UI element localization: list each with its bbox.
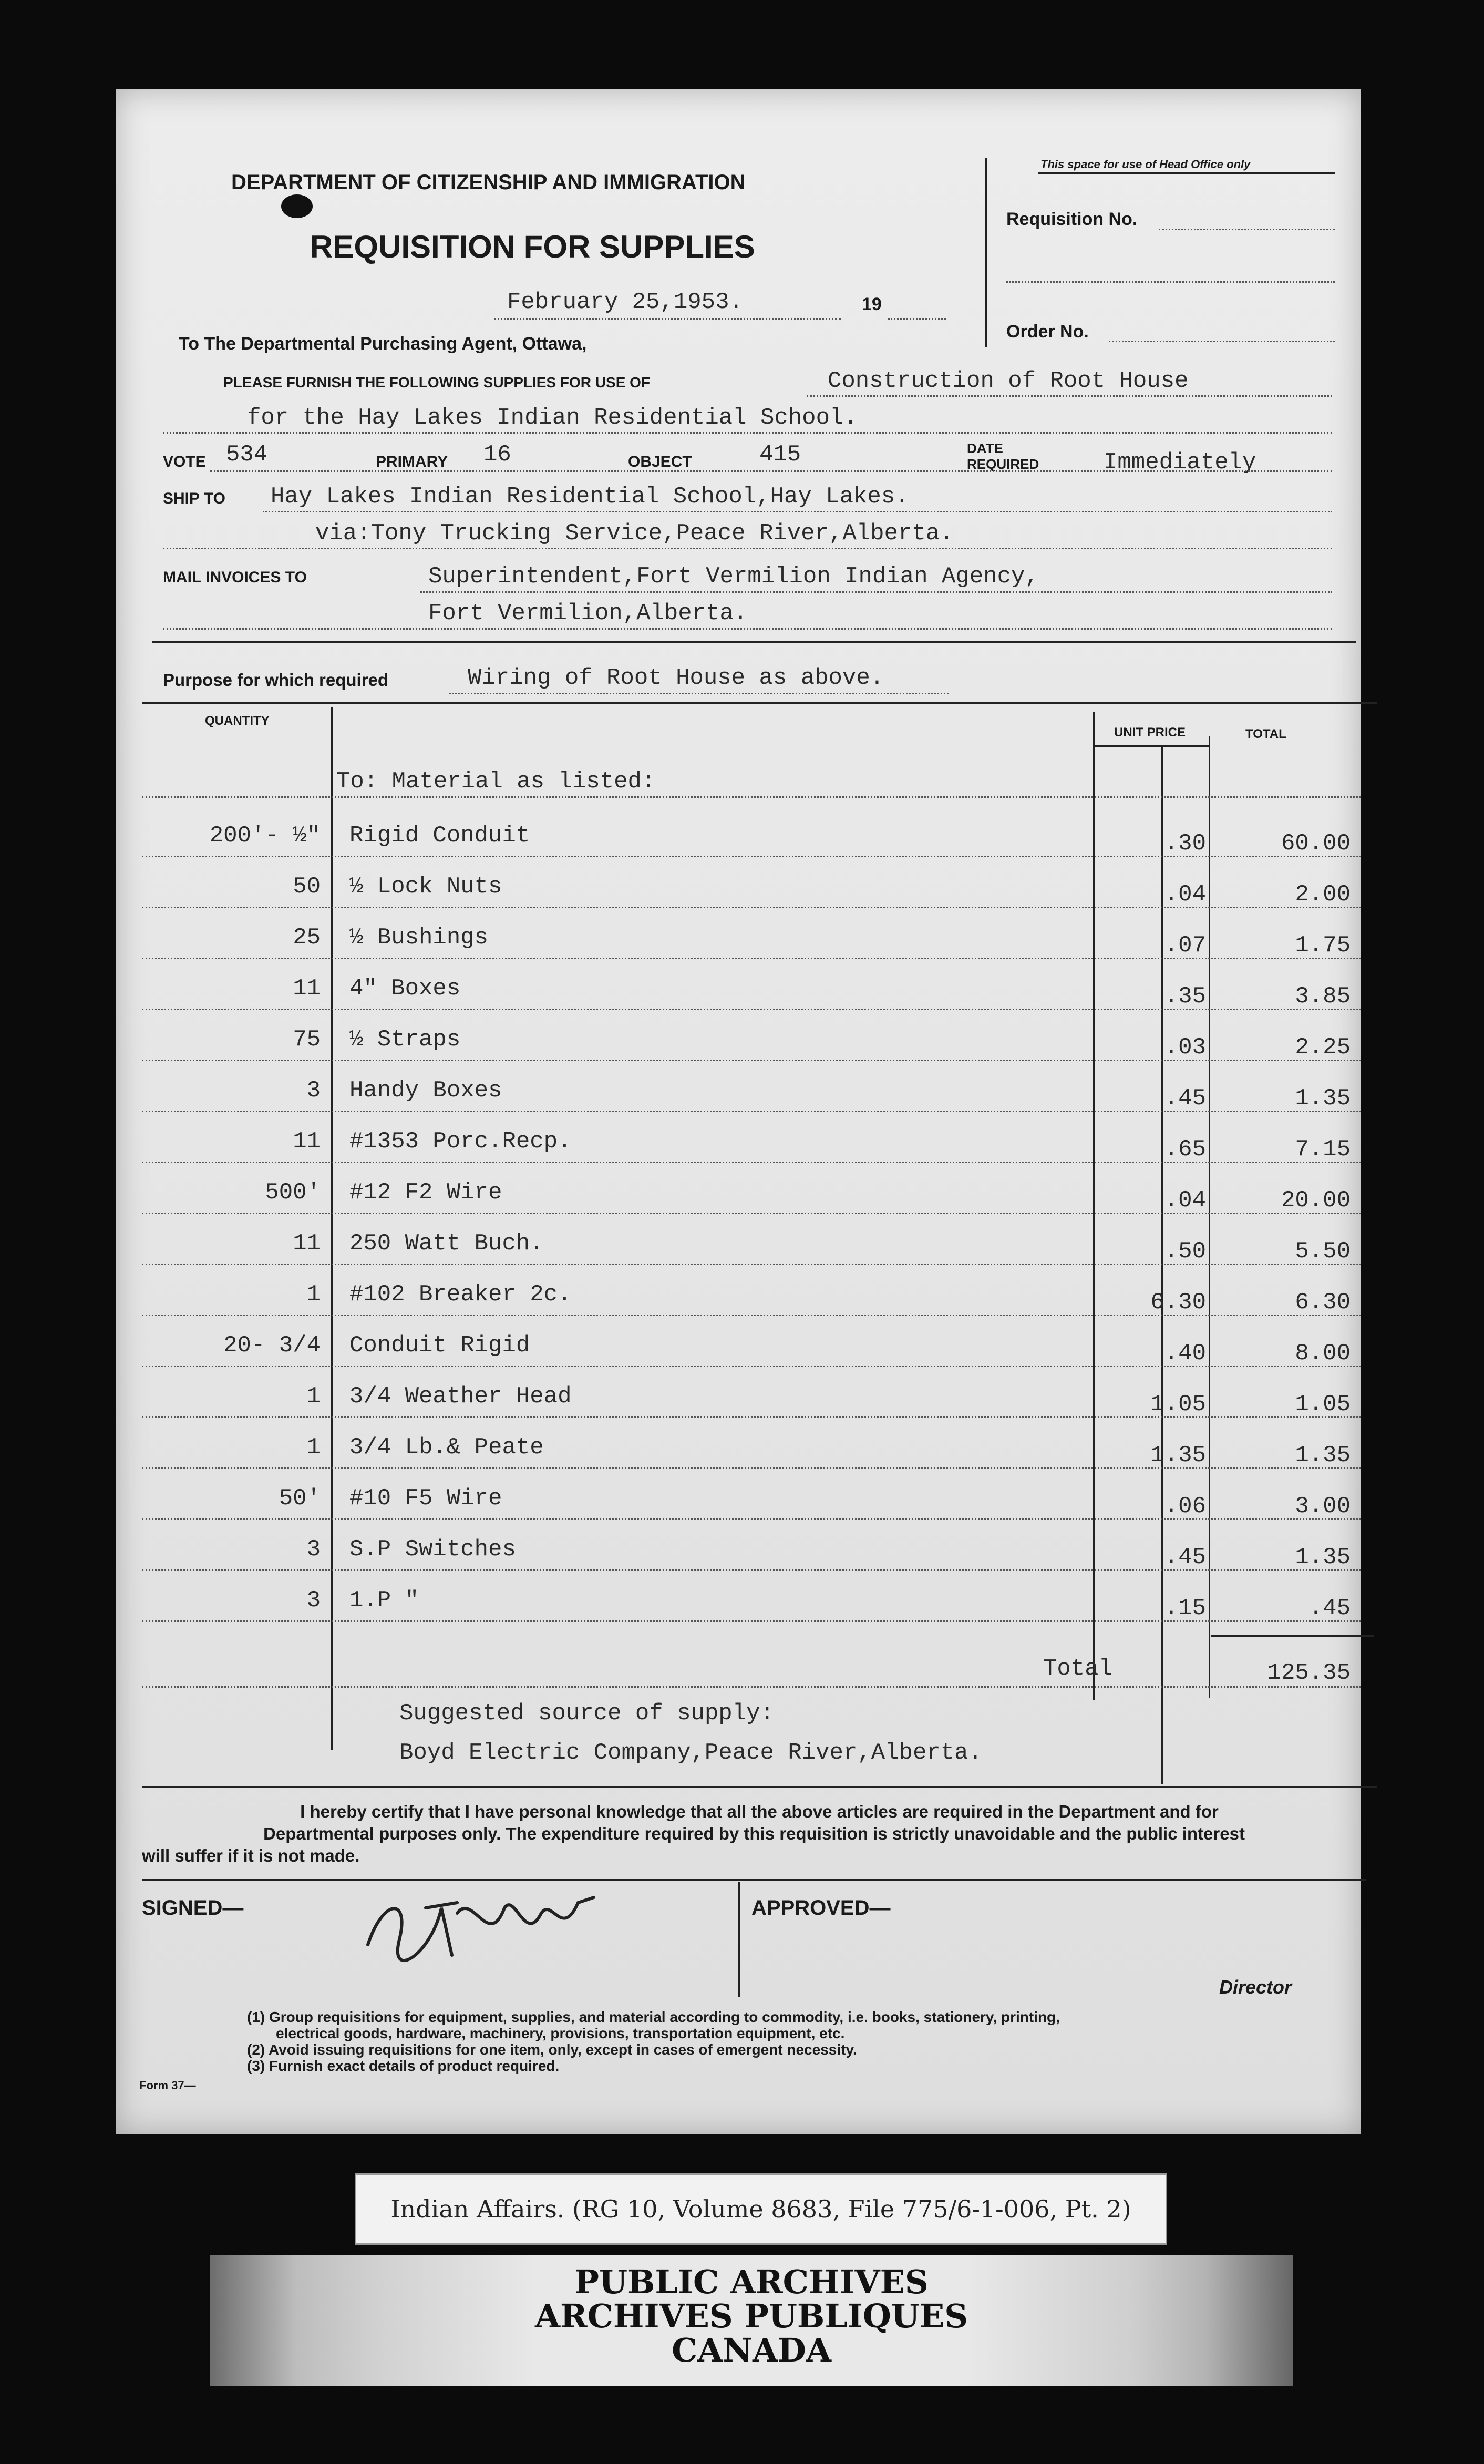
unit-price-column-left-rule [1093, 712, 1095, 1700]
row-unit-price: .07 [1164, 932, 1206, 959]
row-unit-price: .45 [1164, 1085, 1206, 1112]
furnish-underline-2 [163, 432, 1332, 434]
total-header: TOTAL [1245, 727, 1286, 741]
signature [352, 1876, 625, 1971]
ship-to-line-2: via:Tony Trucking Service,Peace River,Alberta. [315, 520, 954, 547]
row-quantity: 3 [306, 1536, 321, 1563]
row-description: #1353 Porc.Recp. [349, 1128, 572, 1155]
row-total: 1.35 [1295, 1442, 1351, 1469]
row-quantity: 75 [293, 1026, 321, 1053]
row-unit-price: .40 [1164, 1340, 1206, 1367]
primary-label: PRIMARY [376, 453, 448, 470]
head-office-blank-line [1006, 281, 1335, 283]
mail-invoices-line-1: Superintendent,Fort Vermilion Indian Agency, [428, 563, 1039, 590]
row-total: 3.00 [1295, 1493, 1351, 1520]
date-underline [494, 318, 841, 320]
row-description: Rigid Conduit [349, 823, 530, 849]
order-no-line [1109, 341, 1335, 342]
row-description: Conduit Rigid [349, 1332, 530, 1359]
primary-value: 16 [483, 442, 511, 468]
row-description: #10 F5 Wire [349, 1485, 502, 1512]
vote-label: VOTE [163, 453, 206, 470]
row-quantity: 50' [279, 1485, 321, 1512]
row-total: 2.00 [1295, 881, 1351, 908]
row-rule [142, 1111, 1361, 1112]
quantity-header: QUANTITY [205, 714, 270, 728]
head-office-box-rule [985, 158, 987, 347]
to-line: To The Departmental Purchasing Agent, Ottawa, [179, 334, 587, 354]
signoff-rule [142, 1879, 1366, 1881]
row-total: 8.00 [1295, 1340, 1351, 1367]
total-underline [142, 1686, 1361, 1688]
row-unit-price: .35 [1164, 983, 1206, 1010]
row-quantity: 1 [306, 1383, 321, 1410]
row-description: #12 F2 Wire [349, 1179, 502, 1206]
row-unit-price: .65 [1164, 1136, 1206, 1163]
row-description: 4" Boxes [349, 976, 461, 1002]
row-unit-price: .30 [1164, 830, 1206, 857]
department-name: DEPARTMENT OF CITIZENSHIP AND IMMIGRATION [231, 171, 746, 194]
row-quantity: 500' [265, 1179, 321, 1206]
row-quantity: 1 [306, 1281, 321, 1308]
furnish-underline-1 [807, 395, 1332, 397]
row-unit-price: .50 [1164, 1238, 1206, 1265]
row-description: Handy Boxes [349, 1077, 502, 1104]
total-sum-rule [1211, 1635, 1374, 1637]
source-value: Boyd Electric Company,Peace River,Alberta. [399, 1740, 982, 1766]
row-total: 1.05 [1295, 1391, 1351, 1418]
requisition-no-label: Requisition No. [1006, 209, 1138, 229]
date-required-value: Immediately [1104, 449, 1256, 476]
row-unit-price: 1.05 [1150, 1391, 1206, 1418]
row-unit-price: .03 [1164, 1034, 1206, 1061]
total-column-rule [1209, 736, 1210, 1698]
furnish-line-2: for the Hay Lakes Indian Residential School. [247, 405, 858, 431]
row-rule [142, 1009, 1361, 1010]
approved-label: APPROVED— [751, 1896, 891, 1919]
object-label: OBJECT [628, 453, 692, 470]
row-total: 1.35 [1295, 1544, 1351, 1570]
mail-invoices-underline-1 [420, 591, 1332, 593]
ink-blot [281, 194, 313, 218]
mail-invoices-line-2: Fort Vermilion,Alberta. [428, 600, 748, 627]
row-quantity: 1 [306, 1434, 321, 1461]
form-title: REQUISITION FOR SUPPLIES [310, 229, 755, 264]
row-total: .45 [1308, 1595, 1351, 1621]
total-label: Total [1043, 1656, 1113, 1682]
row-quantity: 11 [293, 1128, 321, 1155]
row-total: 1.75 [1295, 932, 1351, 959]
row-description: 3/4 Lb.& Peate [349, 1434, 544, 1461]
archive-line-1: PUBLIC ARCHIVES [574, 2263, 929, 2301]
vote-value: 534 [226, 442, 268, 468]
row-description: #102 Breaker 2c. [349, 1281, 572, 1308]
row-rule [142, 1315, 1361, 1316]
ship-to-underline-1 [263, 511, 1332, 512]
archive-line-2: ARCHIVES PUBLIQUES [534, 2297, 968, 2335]
table-bottom-rule [142, 1786, 1377, 1788]
row-rule [142, 856, 1361, 857]
row-total: 1.35 [1295, 1085, 1351, 1112]
codes-underline [210, 470, 1332, 472]
ship-to-label: SHIP TO [163, 490, 225, 507]
ship-to-line-1: Hay Lakes Indian Residential School,Hay Lakes. [271, 484, 909, 510]
row-rule [142, 958, 1361, 959]
row-rule [142, 1467, 1361, 1469]
row-total: 6.30 [1295, 1289, 1351, 1316]
signoff-divider [738, 1882, 740, 1997]
table-top-rule [142, 702, 1377, 704]
order-no-label: Order No. [1006, 322, 1089, 342]
row-unit-price: .04 [1164, 881, 1206, 908]
unit-price-header: UNIT PRICE [1114, 725, 1186, 740]
row-quantity: 11 [293, 1230, 321, 1257]
unit-price-header-rule [1093, 745, 1209, 747]
row-rule [142, 1366, 1361, 1367]
total-value: 125.35 [1267, 1660, 1351, 1686]
footnote-2: (2) Avoid issuing requisitions for one item, only, except in cases of emergent necessity. [247, 2041, 857, 2058]
date-value: February 25,1953. [507, 289, 743, 315]
head-office-note: This space for use of Head Office only [1040, 158, 1251, 171]
row-description: ½ Bushings [349, 925, 489, 951]
furnish-line-1: Construction of Root House [828, 368, 1189, 394]
row-description: ½ Straps [349, 1026, 461, 1053]
row-description: 3/4 Weather Head [349, 1383, 572, 1410]
ship-to-underline-2 [163, 548, 1332, 549]
date-required-label-2: REQUIRED [967, 456, 1039, 472]
row-unit-price: 1.35 [1150, 1442, 1206, 1469]
row-rule [142, 1060, 1361, 1061]
head-office-note-rule [1038, 172, 1335, 174]
row-total: 20.00 [1281, 1187, 1351, 1214]
row-quantity: 3 [306, 1587, 321, 1614]
row-total: 2.25 [1295, 1034, 1351, 1061]
row-unit-price: .06 [1164, 1493, 1206, 1520]
row-quantity: 50 [293, 874, 321, 900]
certify-line-1: I hereby certify that I have personal knowledge that all the above articles are required in the Department and for [300, 1802, 1219, 1821]
row-rule [142, 1620, 1361, 1622]
row-total: 60.00 [1281, 830, 1351, 857]
row-description: S.P Switches [349, 1536, 516, 1563]
description-column-rule [331, 707, 333, 1750]
row-rule [142, 1162, 1361, 1163]
row-description: ½ Lock Nuts [349, 874, 502, 900]
purpose-label: Purpose for which required [163, 670, 389, 690]
row-rule [142, 1416, 1361, 1418]
archive-reference: Indian Affairs. (RG 10, Volume 8683, File 775/6-1-006, Pt. 2) [390, 2195, 1131, 2223]
certify-line-3: will suffer if it is not made. [142, 1846, 360, 1865]
footnote-3: (3) Furnish exact details of product required. [247, 2058, 560, 2074]
footnote-1a: (1) Group requisitions for equipment, supplies, and material according to commodity, i.e. books, stationery, printing, [247, 2009, 1060, 2025]
object-value: 415 [759, 442, 801, 468]
archive-line-3: CANADA [671, 2331, 832, 2369]
row-unit-price: 6.30 [1150, 1289, 1206, 1316]
row-total: 5.50 [1295, 1238, 1351, 1265]
table-intro-underline [142, 796, 1361, 798]
row-unit-price: .04 [1164, 1187, 1206, 1214]
row-total: 7.15 [1295, 1136, 1351, 1163]
row-description: 250 Watt Buch. [349, 1230, 544, 1257]
row-rule [142, 1518, 1361, 1520]
row-quantity: 3 [306, 1077, 321, 1104]
row-rule [142, 1569, 1361, 1571]
row-quantity: 25 [293, 925, 321, 951]
mail-invoices-label: MAIL INVOICES TO [163, 569, 307, 586]
date-required-label-1: DATE [967, 440, 1003, 456]
row-quantity: 11 [293, 976, 321, 1002]
row-total: 3.85 [1295, 983, 1351, 1010]
row-rule [142, 1213, 1361, 1214]
row-unit-price: .15 [1164, 1595, 1206, 1621]
source-label: Suggested source of supply: [399, 1700, 774, 1727]
footnote-1b: electrical goods, hardware, machinery, provisions, transportation equipment, etc. [276, 2025, 845, 2041]
purpose-value: Wiring of Root House as above. [468, 665, 884, 691]
director-label: Director [1219, 1976, 1292, 1998]
row-unit-price: .45 [1164, 1544, 1206, 1570]
archive-reference-label [355, 2173, 1167, 2245]
section-divider [152, 641, 1356, 643]
row-rule [142, 907, 1361, 908]
table-intro: To: Material as listed: [336, 768, 656, 795]
requisition-no-line [1159, 229, 1335, 230]
date-century: 19 [862, 294, 882, 314]
purpose-underline [449, 693, 949, 694]
form-number: Form 37— [139, 2079, 196, 2092]
row-quantity: 20- 3/4 [223, 1332, 321, 1359]
signed-label: SIGNED— [142, 1896, 244, 1919]
furnish-label: PLEASE FURNISH THE FOLLOWING SUPPLIES FOR USE OF [223, 374, 651, 391]
date-year-underline [888, 318, 946, 320]
certify-line-2: Departmental purposes only. The expenditure required by this requisition is strictly unavoidable and the public interest [263, 1824, 1245, 1843]
row-quantity: 200'- ½" [209, 823, 321, 849]
row-rule [142, 1264, 1361, 1265]
row-description: 1.P " [349, 1587, 419, 1614]
mail-invoices-underline-2 [163, 628, 1332, 630]
